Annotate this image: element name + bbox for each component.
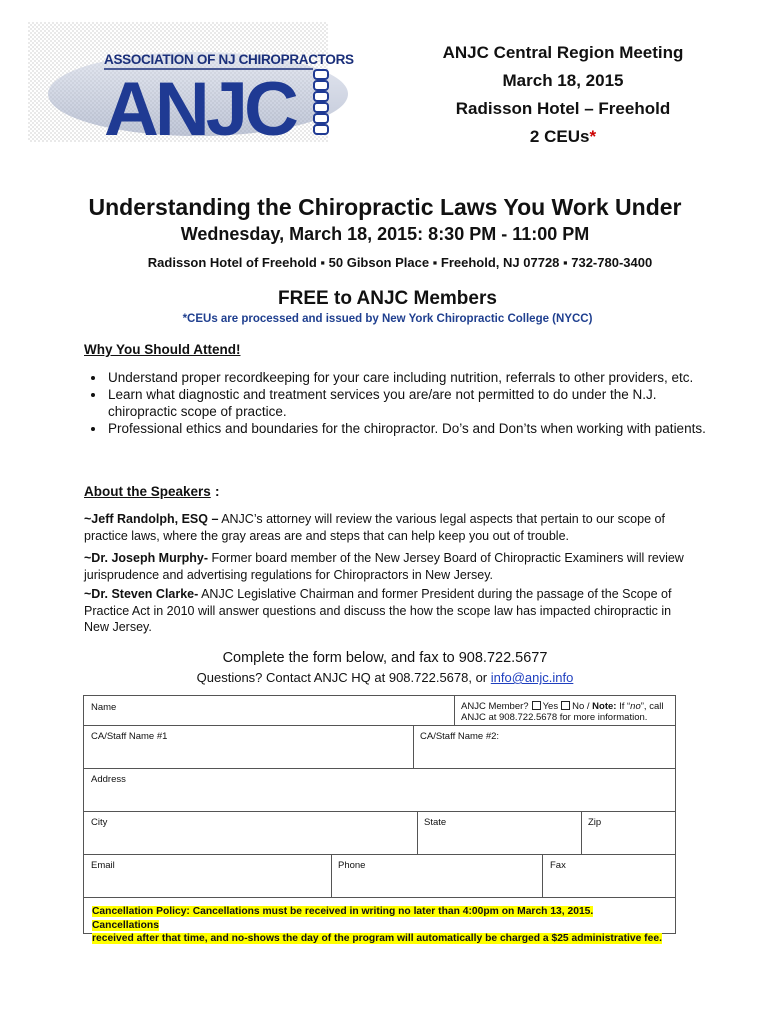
no-checkbox[interactable]	[561, 701, 570, 710]
speakers-heading	[84, 484, 211, 499]
email-field[interactable]: Email	[91, 860, 115, 871]
form-divider	[454, 696, 455, 725]
note-label: Note:	[592, 701, 617, 712]
speakers-heading-text: About the Speakers	[84, 484, 211, 499]
why-heading: Why You Should Attend!	[84, 342, 241, 357]
ceu-count: 2 CEUs	[529, 127, 590, 146]
phone-field[interactable]: Phone	[338, 860, 366, 871]
form-divider	[84, 725, 675, 726]
yes-checkbox[interactable]	[532, 701, 541, 710]
policy-line-1: Cancellation Policy: Cancellations must be received in writing no later than 4:00pm on March 13, 2015. Cancellations	[92, 906, 594, 931]
form-divider	[542, 854, 543, 897]
cancellation-policy	[92, 905, 662, 946]
policy-line-2: received after that time, and no-shows the day of the program will automatically be charged a $25 administrative fee.	[92, 933, 662, 944]
form-divider	[84, 768, 675, 769]
email-link[interactable]: info@anjc.info	[490, 670, 574, 685]
form-divider	[84, 897, 675, 898]
questions-text: Questions? Contact ANJC HQ at 908.722.5678, or	[196, 670, 491, 685]
speaker-text: ANJC Legislative Chairman and former President during the passage of the Scope of Practice Act in 2010 will answer questions and discuss the how the scope law has impacted chiropractic in New Jersey.	[84, 587, 672, 634]
why-bullet: • Understand proper recordkeeping for your care including nutrition, referrals to other providers, etc.	[106, 369, 716, 386]
form-divider	[413, 725, 414, 768]
why-bullets	[84, 369, 716, 437]
header-line-3: Radisson Hotel – Freehold	[455, 99, 671, 118]
why-bullet: • Professional ethics and boundaries for the chiropractor. Do’s and Don’ts when working with patients.	[106, 420, 716, 437]
why-bullet: • Learn what diagnostic and treatment services you are/are not permitted to do under the N.J. chiropractic scope of practice.	[106, 386, 716, 420]
speaker-text: Former board member of the New Jersey Board of Chiropractic Examiners will review jurisprudence and advertising regulations for Chiropractors in New Jersey.	[84, 551, 684, 582]
event-address: Radisson Hotel of Freehold ▪ 50 Gibson Place ▪ Freehold, NJ 07728 ▪ 732-780-3400	[147, 255, 653, 270]
city-field[interactable]: City	[91, 817, 108, 828]
form-divider	[417, 811, 418, 854]
member-label: ANJC Member?	[461, 701, 529, 712]
speakers-heading-colon: :	[215, 484, 220, 499]
speaker-murphy	[84, 550, 694, 583]
staff2-field[interactable]: CA/Staff Name #2:	[420, 731, 500, 742]
ceu-asterisk: *	[589, 127, 597, 146]
fax-field[interactable]: Fax	[550, 860, 566, 871]
logo-wordmark: ANJC	[104, 67, 295, 152]
note-no: no	[630, 701, 641, 712]
header-line-1: ANJC Central Region Meeting	[442, 43, 684, 62]
form-divider	[581, 811, 582, 854]
speaker-name: ~Dr. Steven Clarke-	[84, 587, 199, 601]
state-field[interactable]: State	[424, 817, 447, 828]
event-title: Understanding the Chiropractic Laws You Work Under	[88, 194, 682, 220]
speaker-name: ~Dr. Joseph Murphy-	[84, 551, 208, 565]
speaker-name: ~Jeff Randolph, ESQ –	[84, 512, 219, 526]
logo-association-text: ASSOCIATION OF NJ CHIROPRACTORS	[104, 52, 354, 67]
staff1-field[interactable]: CA/Staff Name #1	[91, 731, 168, 742]
speaker-text: ANJC’s attorney will review the various legal aspects that pertain to our scope of practice laws, where the gray areas are and steps that can help keep you out of trouble.	[84, 512, 665, 543]
header-line-2: March 18, 2015	[502, 71, 624, 90]
zip-field[interactable]: Zip	[588, 817, 602, 828]
header-line-4	[398, 123, 728, 151]
note-text-a: If “	[616, 701, 631, 712]
no-label: No /	[572, 701, 590, 712]
speaker-randolph	[84, 511, 694, 544]
name-field[interactable]: Name	[91, 702, 117, 713]
address-field[interactable]: Address	[91, 774, 126, 785]
form-divider	[84, 854, 675, 855]
ceu-note: *CEUs are processed and issued by New York Chiropractic College (NYCC)	[182, 313, 593, 325]
speaker-clarke	[84, 586, 694, 636]
form-intro: Complete the form below, and fax to 908.722.5677	[222, 650, 548, 666]
member-field	[461, 701, 676, 723]
anjc-logo	[28, 22, 358, 152]
registration-form	[83, 695, 676, 944]
note-text-b: ”, call	[640, 701, 664, 712]
note-line-2: ANJC at 908.722.5678 for more information.	[461, 712, 648, 723]
form-divider	[331, 854, 332, 897]
form-divider	[84, 811, 675, 812]
yes-label: Yes	[542, 701, 559, 712]
form-questions	[0, 670, 770, 685]
free-banner: FREE to ANJC Members	[278, 288, 497, 309]
event-datetime: Wednesday, March 18, 2015: 8:30 PM - 11:00 PM	[180, 224, 590, 244]
